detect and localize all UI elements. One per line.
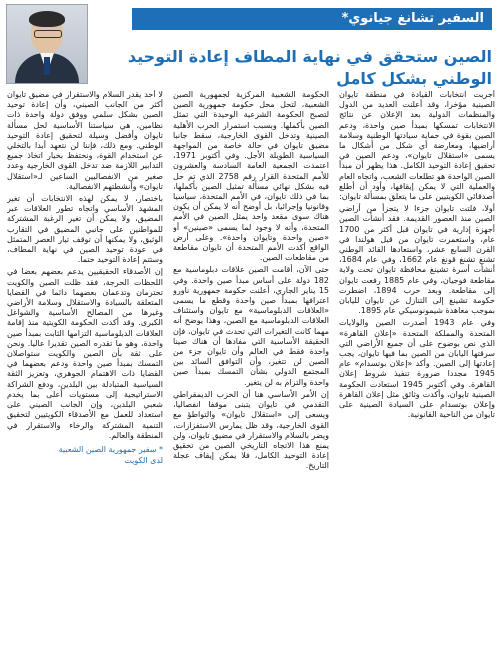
paragraph: حتى الآن، أقامت الصين علاقات دبلوماسية مع 182 دولة على أساس مبدأ صين واحدة. وفي 15 يناير الجاري، أعلنت حكومة جمهورية ناورو اعترافها بمبدأ صين واحدة وقطع ما يسمى «العلاقات الدبلوماسية» مع تايوان واستئناف العلاقات الدبلوماسية مع الصين، وهذا يوضح أنه مهما كانت التغيرات التي تحدث في تايوان، فإن الحقيقة الأساسية التي مفادها أن هناك صينا واحدة فقط في العالم وأن تايوان جزء من الصين لن تتغير، وأن التوافق السائد بين المجتمع الدولي بشأن التمسك بمبدأ صين واحدة والتزام به لن يتغير. [173,265,329,387]
article-body [5,90,495,652]
author-signature [7,444,163,466]
photo-tie [44,57,50,75]
column-middle [173,90,329,652]
paragraph: الحكومة الشعبية المركزية لجمهورية الصين الشعبية، لتحل محل حكومة جمهورية الصين لتصبح الحكومة الشرعية الوحيدة التي تمثل الصين بأكملها. وبسبب استمرار الحرب الأهلية الصينية وتدخل القوى الخارجية، سقط جانبا مضيق تايوان في حالة خاصة من المواجهة السياسية الطويلة الأجل. وفي أكتوبر 1971، اعتمدت الجمعية العامة السادسة والعشرون للأمم المتحدة القرار رقم 2758 الذي تم حل فيه بشكل نهائي مسألة تمثيل الصين بأكملها، بما في ذلك تايوان، في الأمم المتحدة، سياسيا وقانونيا وإجرائيا، بل أوضح أنه لا يمكن أن يكون هناك سوى مقعد واحد يمثل الصين في الأمم المتحدة، وأنه لا وجود لما يسمى «صينين» أو «صين واحدة وتايوان واحدة». وعلى أرض الواقع أكدت الأمم المتحدة أن تايوان مقاطعة من مقاطعات الصين. [173,90,329,263]
paragraph: وفي عام 1943 أصدرت الصين والولايات المتحدة والمملكة المتحدة «إعلان القاهرة» الذي نص بوضوح على أن جميع الأراضي التي سرقتها اليابان من الصين بما فيها تايوان، يجب إعادتها إلى الصين. وأكد «إعلان بوتسدام» عام 1945 مجددا ضرورة تنفيذ شروط إعلان القاهرة. وفي أكتوبر 1945 استعادت الحكومة الصينية تايوان، وأكدت وثائق مثل إعلان القاهرة وإعلان بوتسدام على السيادة الصينية على تايوان من الناحية القانونية. [339,318,495,420]
signature-line: لدى الكويت [124,455,163,465]
paragraph: لا أحد يقدر السلام والاستقرار في مضيق تايوان أكثر من الجانب الصيني، وأن إعادة توحيد الصين بشكل سلمي ووفق دولة واحدة ذات نظامين، هي سياستنا الأساسية لحل مسألة تايوان وأفضل وسيلة لتحقيق إعادة التوحيد الوطني. ومع ذلك، فإننا لن نتعهد أبدا بالتخلي عن استخدام القوة، ونحتفظ بخيار اتخاذ جميع التدابير اللازمة ضد تدخل القوى الخارجية وعدد صغير من الانفصاليين الساعين لـ«استقلال تايوان» وأنشطتهم الانفصالية. [7,90,163,191]
paragraph: إن الأمر الأساسي هنا أن الحزب الديمقراطي التقدمي في تايوان يتبنى موقفا انفصاليا، ويسعى إلى «استقلال تايوان» والتواطؤ مع القوى الخارجية، وقد ظل يمارس الاستفزازات، ويضر بالسلام والاستقرار في مضيق تايوان، ولن يمنع هذا الاتجاه التاريخي الصين من تحقيق إعادة التوحيد الكامل، فلا يمكن إيقاف عجلة التاريخ. [173,389,329,471]
author-name: السفير تشانغ جيانوي* [132,8,492,30]
article-header [0,0,500,88]
photo-hair [29,11,65,27]
paragraph: أولا، فلتت تايوان جزءا لا يتجزأ من أراضي الصين منذ العصور القديمة. فقد أنشأت الصين أجهزة إدارية في تايوان قبل أكثر من 1700 عام، واستعمرت تايوان من قبل هولندا في القرن السابع عشر، واستعادها القائد الوطني تشنغ تشنغ قونغ عام 1662، وفي عام 1684، أنشأت أسرة تشينغ محافظة تايوان تحت ولاية مقاطعة فوجيان، وفي عام 1885 رفعت تايوان إلى مقاطعة. وبعد حرب 1894، اضطرت حكومة تشينغ إلى التنازل عن تايوان لليابان بموجب معاهدة شيمونوسيكي عام 1895. [339,204,495,316]
paragraph: أجريت انتخابات القيادة في منطقة تايوان الصينية مؤخرا، وقد أعلنت العديد من الدول والمنظمات الدولية بعد الإعلان عن نتائج الانتخابات تمسكها بمبدأ صين واحدة، ودعم الصين بقوة في حماية سيادتها الوطنية وسلامة أراضيها، ومعارضة أي شكل من أشكال ما يسمى «استقلال تايوان»، ودعم الصين في تحقيق إعادة التوحيد الكامل. هذا يظهر أن مبدأ الصين الواحدة هو تطلعات الشعب، واتجاه العام والعملية التي لا يمكن إيقافها، وأود أن أطلع أصدقائي الكويتيين على ما يتعلق بمسألة تايوان: [339,90,495,202]
signature-line: * سفير جمهورية الصين الشعبية [58,444,163,454]
article-title: الصين ستحقق في نهاية المطاف إعادة التوحيد الوطني بشكل كامل [127,47,492,88]
paragraph: إن الأصدقاء الحقيقيين يدعم بعضهم بعضا في اللحظات الحرجة، فقد ظلت الصين والكويت تحترمان وتدعمان بعضهما دائما في القضايا المتعلقة بالسيادة والاستقلال وسلامة الأراضي وغيرها من المصالح الأساسية والشواغل الكبرى. وقد أكدت الحكومة الكويتية منذ إقامة العلاقات الدبلوماسية التزامها الثابت بمبدأ صين واحدة، وهو ما تقدره الصين تقديرا عاليا. ونحن على ثقة بأن الصين والكويت ستواصلان التمسك بمبدأ صين واحدة ودعم بعضهما في القضايا ذات الاهتمام الجوهري، وتعزيز الثقة السياسية المتبادلة بين البلدين، ودفع الشراكة الاستراتيجية إلى مستويات أعلى بما يخدم شعبي البلدين، وإن الجانب الصيني على استعداد للعمل مع الأصدقاء الكويتيين لتحقيق التنمية المشتركة والرخاء والاستقرار في المنطقة والعالم. [7,267,163,440]
paragraph: باختصار، لا يمكن لهذه الانتخابات أن تغير المشهد الأساسي واتجاه تطور العلاقات عبر المضيق، ولا يمكن أن تغير الرغبة المشتركة للمواطنين على جانبي المضيق في التقارب الوثيق، ولا يمكنها أن توقف تيار العصر المتمثل في عودة توحيد الصين في نهاية المطاف، وستتم إعادة التوحيد حتما. [7,194,163,265]
author-photo [6,4,88,84]
column-left [7,90,163,652]
photo-glasses [34,30,62,38]
column-right [339,90,495,652]
